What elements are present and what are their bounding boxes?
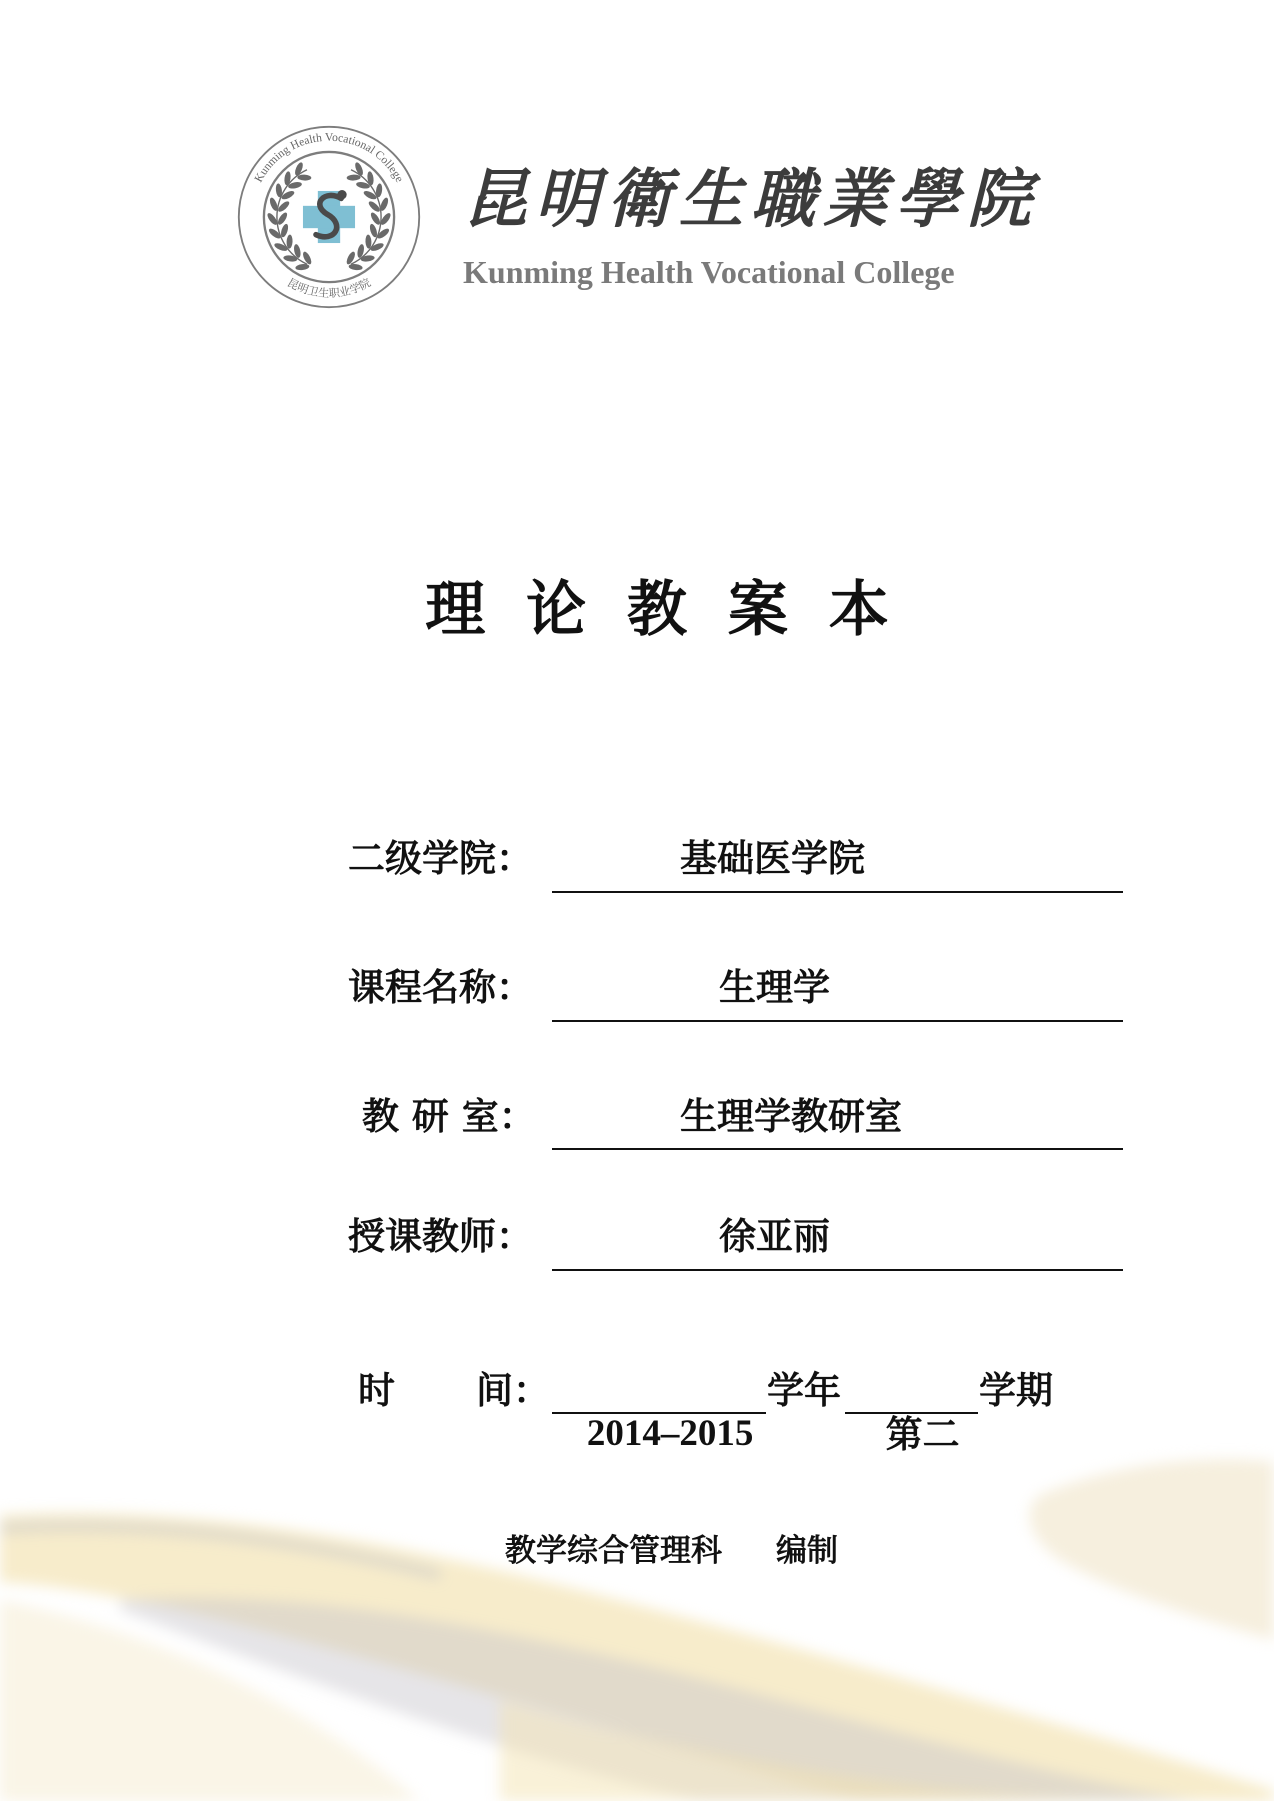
- term-label-first: 时: [358, 1368, 395, 1412]
- seal-bottom-text: 昆明卫生职业学院: [285, 276, 373, 301]
- laurel-leaf: [369, 211, 382, 226]
- field-underline-college: [552, 891, 1123, 893]
- footer-department: 教学综合管理科: [505, 1533, 722, 1569]
- field-value-department: 生理学教研室: [680, 1094, 902, 1138]
- laurel-leaf: [286, 235, 293, 249]
- laurel-leaf: [301, 250, 313, 265]
- field-label-college: 二级学院：: [348, 836, 533, 880]
- laurel-leaf: [345, 250, 357, 265]
- field-label-department: 教 研 室：: [362, 1094, 536, 1138]
- laurel-leaf: [360, 255, 375, 263]
- laurel-leaf: [348, 263, 363, 271]
- term-label-second: 间：: [476, 1368, 550, 1412]
- academic-year-blank: [552, 1368, 766, 1454]
- college-calligraphy-name: 昆明衛生職業學院: [463, 162, 1039, 237]
- field-underline-course: [552, 1020, 1123, 1022]
- background-brush-decoration: [0, 1440, 1274, 1801]
- laurel-leaf: [276, 211, 289, 226]
- laurel-leaf: [367, 171, 375, 186]
- laurel-leaf: [362, 189, 377, 201]
- field-underline-department: [552, 1148, 1123, 1150]
- serpent-head-icon: [337, 190, 346, 199]
- academic-year-suffix: 学年: [767, 1368, 841, 1412]
- semester-value: 第二: [885, 1412, 960, 1456]
- page-title: 理 论 教 案 本: [425, 575, 899, 645]
- field-label-teacher: 授课教师：: [348, 1214, 533, 1258]
- field-value-college: 基础医学院: [680, 836, 865, 880]
- footer-action: 编制: [776, 1533, 838, 1569]
- laurel-leaf: [347, 174, 361, 181]
- laurel-leaf: [295, 263, 310, 271]
- field-label-course: 课程名称：: [348, 965, 533, 1009]
- field-value-teacher: 徐亚丽: [719, 1214, 830, 1258]
- college-seal-logo: [236, 124, 422, 310]
- laurel-leaf: [297, 174, 311, 181]
- field-underline-teacher: [552, 1269, 1123, 1271]
- semester-blank: [845, 1368, 978, 1456]
- wash-right-blob: [1030, 1459, 1274, 1640]
- laurel-leaf: [280, 189, 295, 201]
- academic-year-value: 2014–2015: [586, 1413, 754, 1454]
- laurel-leaf: [365, 235, 372, 249]
- laurel-leaf: [284, 171, 292, 186]
- semester-suffix: 学期: [979, 1368, 1053, 1412]
- college-english-name: Kunming Health Vocational College: [463, 254, 955, 290]
- laurel-leaf: [283, 255, 298, 263]
- field-value-course: 生理学: [719, 965, 830, 1009]
- seal-top-text: Kunming Health Vocational College: [251, 130, 407, 185]
